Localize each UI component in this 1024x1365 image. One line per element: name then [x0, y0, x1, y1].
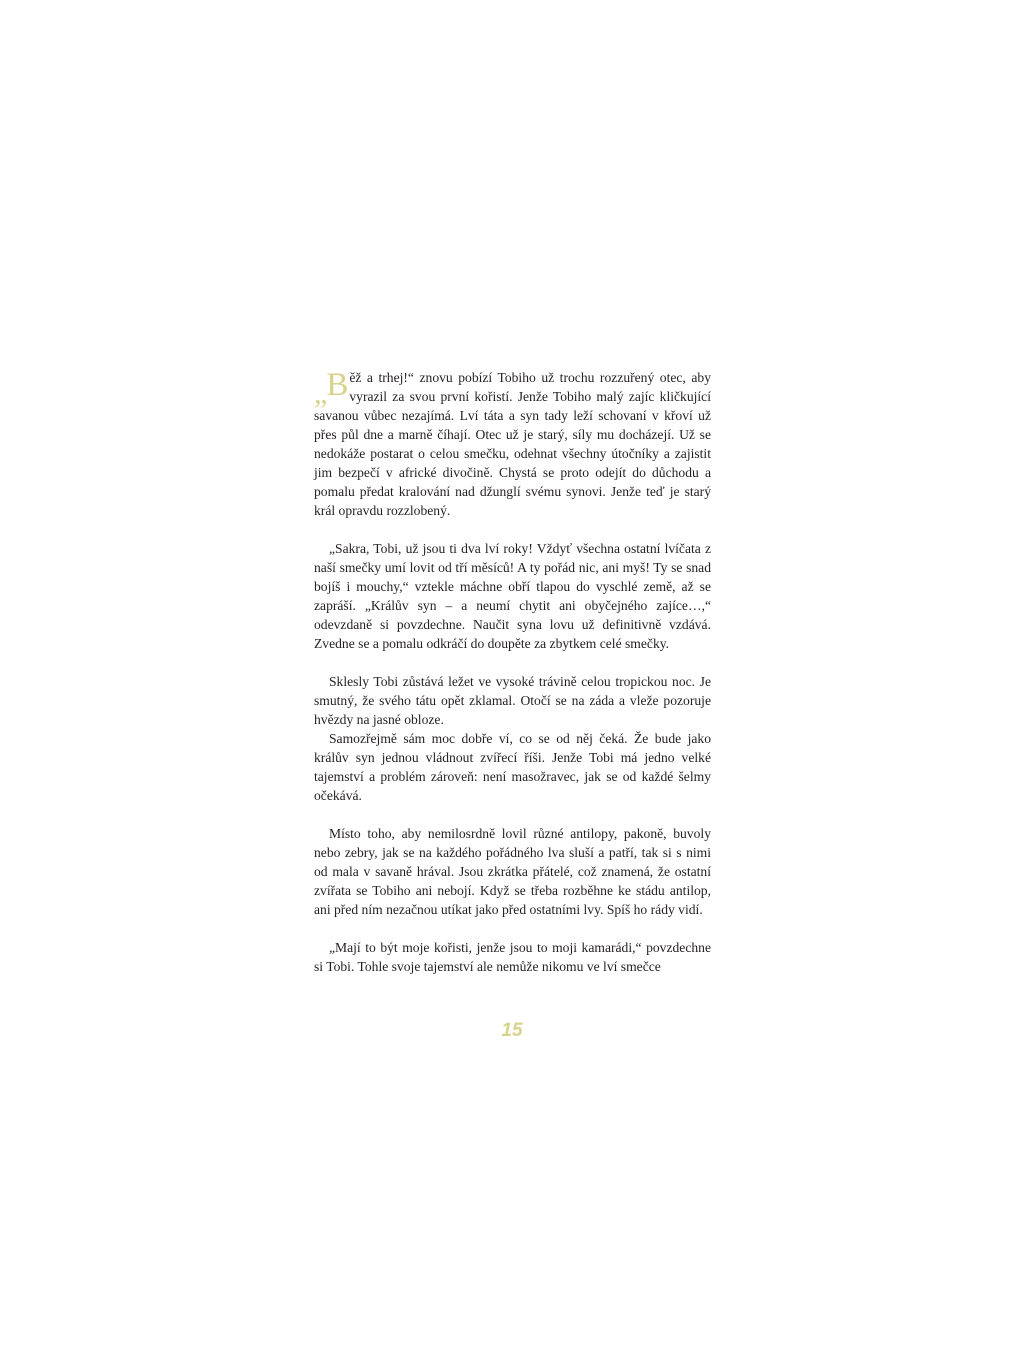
drop-cap	[314, 367, 347, 410]
paragraph-gap	[314, 520, 711, 539]
paragraph-6: „Mají to být moje kořisti, jenže jsou to moji kamarádi,“ povzdechne si Tobi. Tohle svoje tajemství ale nemůže nikomu ve lví smečce	[314, 940, 711, 974]
paragraph-1	[314, 368, 711, 520]
paragraph-gap	[314, 653, 711, 672]
drop-cap-quote: „	[314, 377, 326, 410]
paragraph-3: Sklesly Tobi zůstává ležet ve vysoké trávině celou tropickou noc. Je smutný, že svého tátu opět zklamal. Otočí se na záda a vleže pozoruje hvězdy na jasné obloze.	[314, 674, 711, 727]
paragraph-5: Místo toho, aby nemilosrdně lovil různé antilopy, pakoně, buvoly nebo zebry, jak se na každého pořádného lva sluší a patří, tak si s nimi od mala v savaně hrával. Jsou zkrátka přátelé, což znamená, že ostatní zvířata se Tobiho ani nebojí. Když se třeba rozběhne ke stádu antilop, ani před ním nezačnou utíkat jako před ostatními lvy. Spíš ho rády vidí.	[314, 826, 711, 917]
paragraph-4: Samozřejmě sám moc dobře ví, co se od něj čeká. Že bude jako králův syn jednou vládnout zvířecí říši. Jenže Tobi má jedno velké tajemství a problém zároveň: není masožravec, jak se od každé šelmy očekává.	[314, 731, 711, 803]
story-text	[314, 368, 711, 976]
paragraph-gap	[314, 919, 711, 938]
paragraph-2: „Sakra, Tobi, už jsou ti dva lví roky! Vždyť všechna ostatní lvíčata z naší smečky umí lovit od tří měsíců! A ty pořád nic, ani myš! Ty se snad bojíš i mouchy,“ vztekle máchne obří tlapou do vyschlé země, až se zapráší. „Králův syn – a neumí chytit ani obyčejného zajíce…,“ odevzdaně si povzdechne. Naučit syna lovu už definitivně vzdává. Zvedne se a pomalu odkráčí do doupěte za zbytkem celé smečky.	[314, 541, 711, 651]
paragraph-1-text: ěž a trhej!“ znovu pobízí Tobiho už trochu rozzuřený otec, aby vyrazil za svou první kořistí. Jenže Tobiho malý zajíc kličkující savanou vůbec nezajímá. Lví táta a syn tady leží schovaní v křoví už přes půl dne a marně číhají. Otec už je starý, síly mu docházejí. Už se nedokáže postarat o celou smečku, odehnat všechny útočníky a zajistit jim bezpečí v africké divočině. Chystá se proto odejít do důchodu a pomalu předat kralování nad džunglí svému synovi. Jenže teď je starý král opravdu rozzlobený.	[314, 370, 711, 518]
page-number: 15	[501, 1020, 523, 1041]
paragraph-gap	[314, 805, 711, 824]
drop-cap-letter: B	[326, 367, 347, 403]
